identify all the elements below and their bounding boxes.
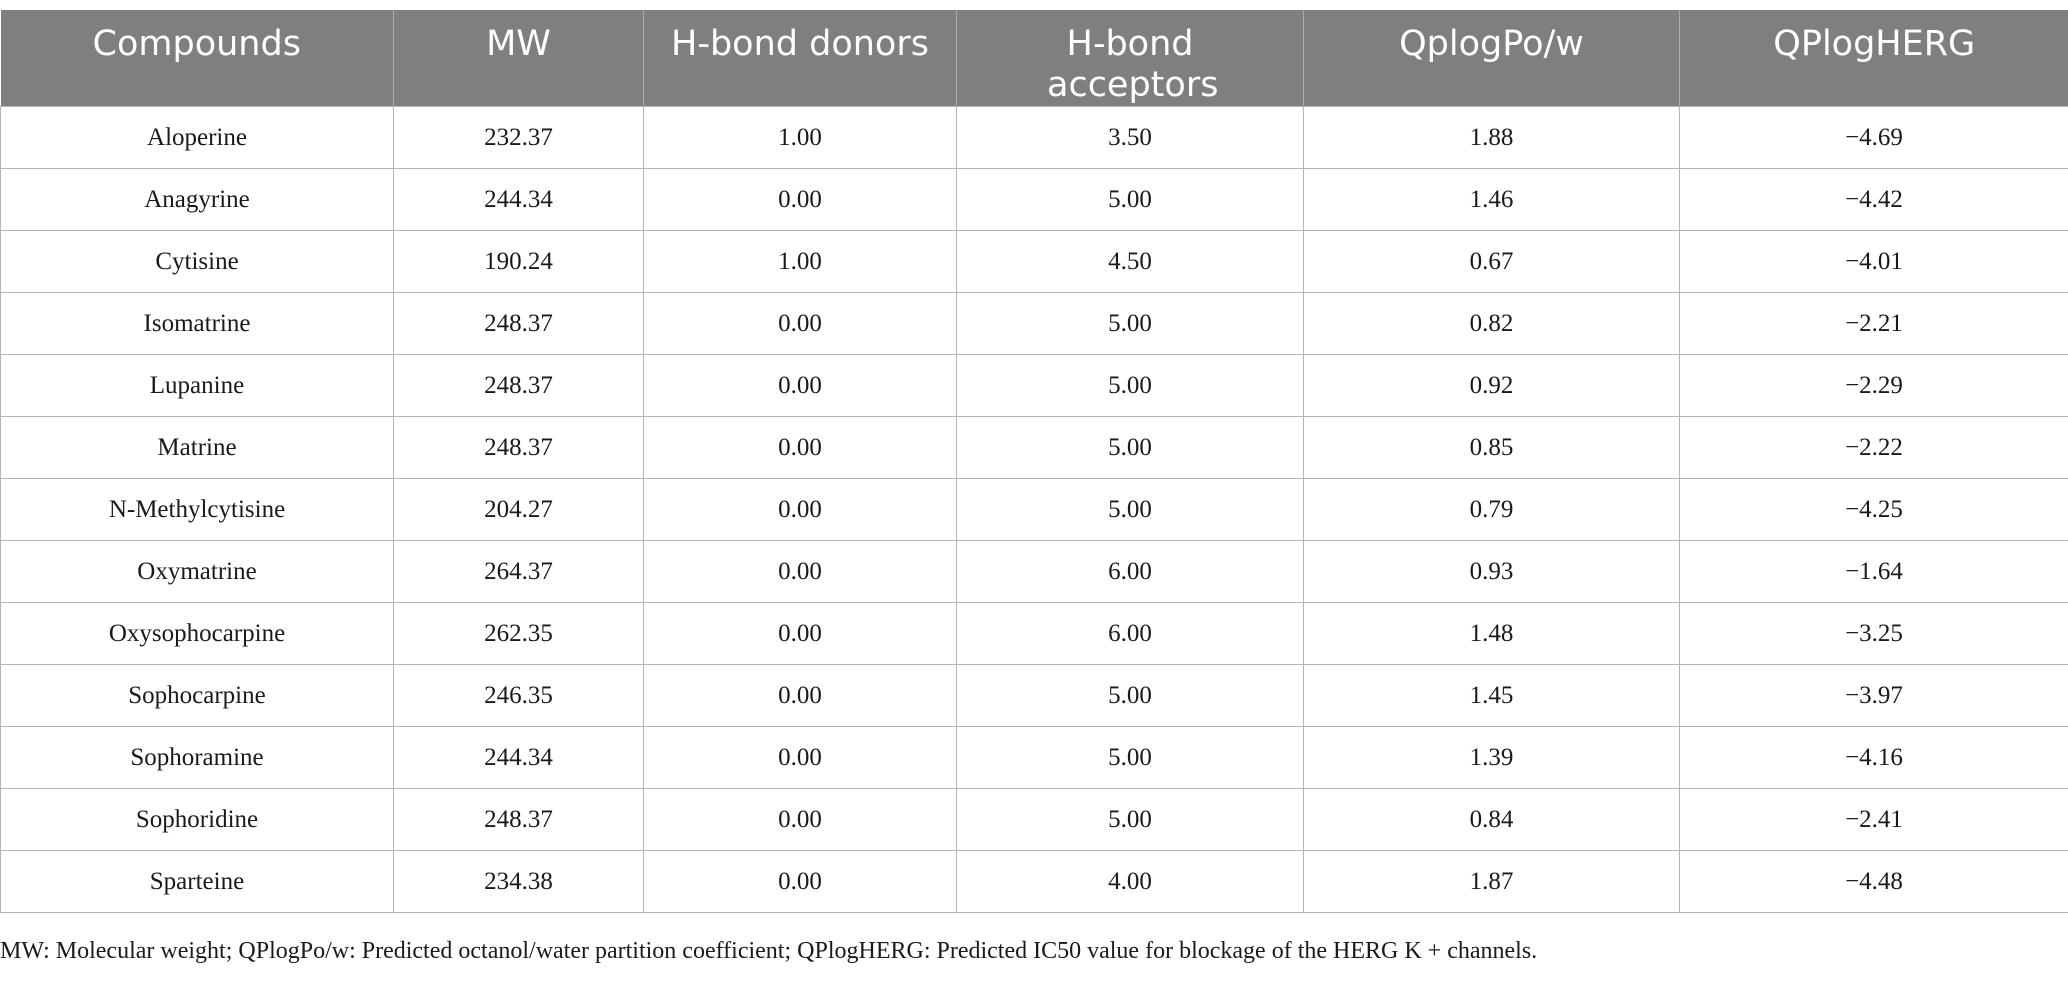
cell-qplogpow: 0.92 — [1304, 355, 1680, 417]
table-row — [1, 851, 2068, 913]
header-qplogpow: QplogPo/w — [1304, 10, 1680, 107]
cell-hbond-acceptors: 5.00 — [957, 479, 1304, 541]
cell-mw: 248.37 — [394, 789, 644, 851]
cell-hbond-donors: 0.00 — [644, 169, 957, 231]
header-hbond-donors: H-bond donors — [644, 10, 957, 107]
cell-hbond-acceptors: 3.50 — [957, 107, 1304, 169]
cell-compound: Oxysophocarpine — [1, 603, 394, 665]
cell-qplogpow: 1.48 — [1304, 603, 1680, 665]
table-row — [1, 355, 2068, 417]
cell-hbond-acceptors: 6.00 — [957, 541, 1304, 603]
cell-hbond-donors: 0.00 — [644, 851, 957, 913]
cell-qplogherg: −3.25 — [1680, 603, 2068, 665]
cell-mw: 248.37 — [394, 417, 644, 479]
cell-qplogpow: 0.82 — [1304, 293, 1680, 355]
cell-mw: 234.38 — [394, 851, 644, 913]
cell-compound: Sophocarpine — [1, 665, 394, 727]
cell-compound: Anagyrine — [1, 169, 394, 231]
cell-qplogherg: −4.42 — [1680, 169, 2068, 231]
cell-qplogherg: −2.21 — [1680, 293, 2068, 355]
cell-qplogpow: 1.39 — [1304, 727, 1680, 789]
cell-mw: 244.34 — [394, 169, 644, 231]
cell-compound: Matrine — [1, 417, 394, 479]
cell-hbond-donors: 0.00 — [644, 293, 957, 355]
cell-hbond-donors: 0.00 — [644, 665, 957, 727]
cell-mw: 190.24 — [394, 231, 644, 293]
cell-hbond-donors: 0.00 — [644, 417, 957, 479]
cell-mw: 248.37 — [394, 293, 644, 355]
cell-qplogherg: −1.64 — [1680, 541, 2068, 603]
cell-hbond-acceptors: 5.00 — [957, 789, 1304, 851]
cell-qplogherg: −4.48 — [1680, 851, 2068, 913]
cell-compound: N-Methylcytisine — [1, 479, 394, 541]
cell-hbond-donors: 0.00 — [644, 355, 957, 417]
cell-hbond-donors: 0.00 — [644, 479, 957, 541]
table-body — [1, 107, 2068, 913]
cell-qplogpow: 1.45 — [1304, 665, 1680, 727]
cell-compound: Sophoramine — [1, 727, 394, 789]
table-footnote: MW: Molecular weight; QPlogPo/w: Predicted octanol/water partition coefficient; QPlogHERG: Predicted IC50 value for blockage of the HERG K + channels. — [0, 938, 1538, 964]
cell-qplogherg: −2.22 — [1680, 417, 2068, 479]
cell-qplogherg: −4.01 — [1680, 231, 2068, 293]
cell-hbond-donors: 0.00 — [644, 541, 957, 603]
cell-compound: Oxymatrine — [1, 541, 394, 603]
cell-compound: Cytisine — [1, 231, 394, 293]
cell-hbond-acceptors: 5.00 — [957, 355, 1304, 417]
cell-qplogherg: −4.16 — [1680, 727, 2068, 789]
cell-hbond-donors: 0.00 — [644, 789, 957, 851]
cell-hbond-acceptors: 5.00 — [957, 665, 1304, 727]
header-row — [1, 10, 2068, 107]
table-row — [1, 417, 2068, 479]
table-row — [1, 479, 2068, 541]
cell-compound: Sparteine — [1, 851, 394, 913]
cell-compound: Lupanine — [1, 355, 394, 417]
compounds-table — [0, 10, 2068, 913]
cell-hbond-acceptors: 5.00 — [957, 169, 1304, 231]
cell-qplogherg: −3.97 — [1680, 665, 2068, 727]
header-hbond-acceptors: H-bond acceptors — [957, 10, 1304, 107]
cell-qplogpow: 1.46 — [1304, 169, 1680, 231]
cell-hbond-acceptors: 4.00 — [957, 851, 1304, 913]
table-row — [1, 789, 2068, 851]
cell-mw: 246.35 — [394, 665, 644, 727]
table-header — [1, 10, 2068, 107]
cell-compound: Aloperine — [1, 107, 394, 169]
cell-mw: 264.37 — [394, 541, 644, 603]
cell-mw: 262.35 — [394, 603, 644, 665]
cell-hbond-donors: 0.00 — [644, 603, 957, 665]
cell-compound: Sophoridine — [1, 789, 394, 851]
cell-qplogpow: 0.67 — [1304, 231, 1680, 293]
header-mw: MW — [394, 10, 644, 107]
header-compounds: Compounds — [1, 10, 394, 107]
table-row — [1, 541, 2068, 603]
cell-mw: 204.27 — [394, 479, 644, 541]
header-qplogherg: QPlogHERG — [1680, 10, 2068, 107]
table-row — [1, 727, 2068, 789]
table-row — [1, 665, 2068, 727]
cell-qplogherg: −4.25 — [1680, 479, 2068, 541]
cell-qplogpow: 0.79 — [1304, 479, 1680, 541]
table-row — [1, 603, 2068, 665]
cell-hbond-acceptors: 4.50 — [957, 231, 1304, 293]
cell-compound: Isomatrine — [1, 293, 394, 355]
table-row — [1, 293, 2068, 355]
cell-qplogpow: 0.93 — [1304, 541, 1680, 603]
cell-hbond-acceptors: 5.00 — [957, 417, 1304, 479]
table-row — [1, 107, 2068, 169]
cell-hbond-acceptors: 5.00 — [957, 727, 1304, 789]
cell-mw: 244.34 — [394, 727, 644, 789]
cell-hbond-donors: 0.00 — [644, 727, 957, 789]
cell-qplogpow: 0.85 — [1304, 417, 1680, 479]
cell-qplogpow: 1.87 — [1304, 851, 1680, 913]
cell-qplogpow: 0.84 — [1304, 789, 1680, 851]
table-row — [1, 169, 2068, 231]
cell-qplogherg: −2.29 — [1680, 355, 2068, 417]
cell-mw: 232.37 — [394, 107, 644, 169]
cell-hbond-donors: 1.00 — [644, 231, 957, 293]
table-row — [1, 231, 2068, 293]
cell-hbond-acceptors: 6.00 — [957, 603, 1304, 665]
cell-qplogpow: 1.88 — [1304, 107, 1680, 169]
cell-hbond-donors: 1.00 — [644, 107, 957, 169]
cell-qplogherg: −4.69 — [1680, 107, 2068, 169]
cell-hbond-acceptors: 5.00 — [957, 293, 1304, 355]
cell-qplogherg: −2.41 — [1680, 789, 2068, 851]
cell-mw: 248.37 — [394, 355, 644, 417]
